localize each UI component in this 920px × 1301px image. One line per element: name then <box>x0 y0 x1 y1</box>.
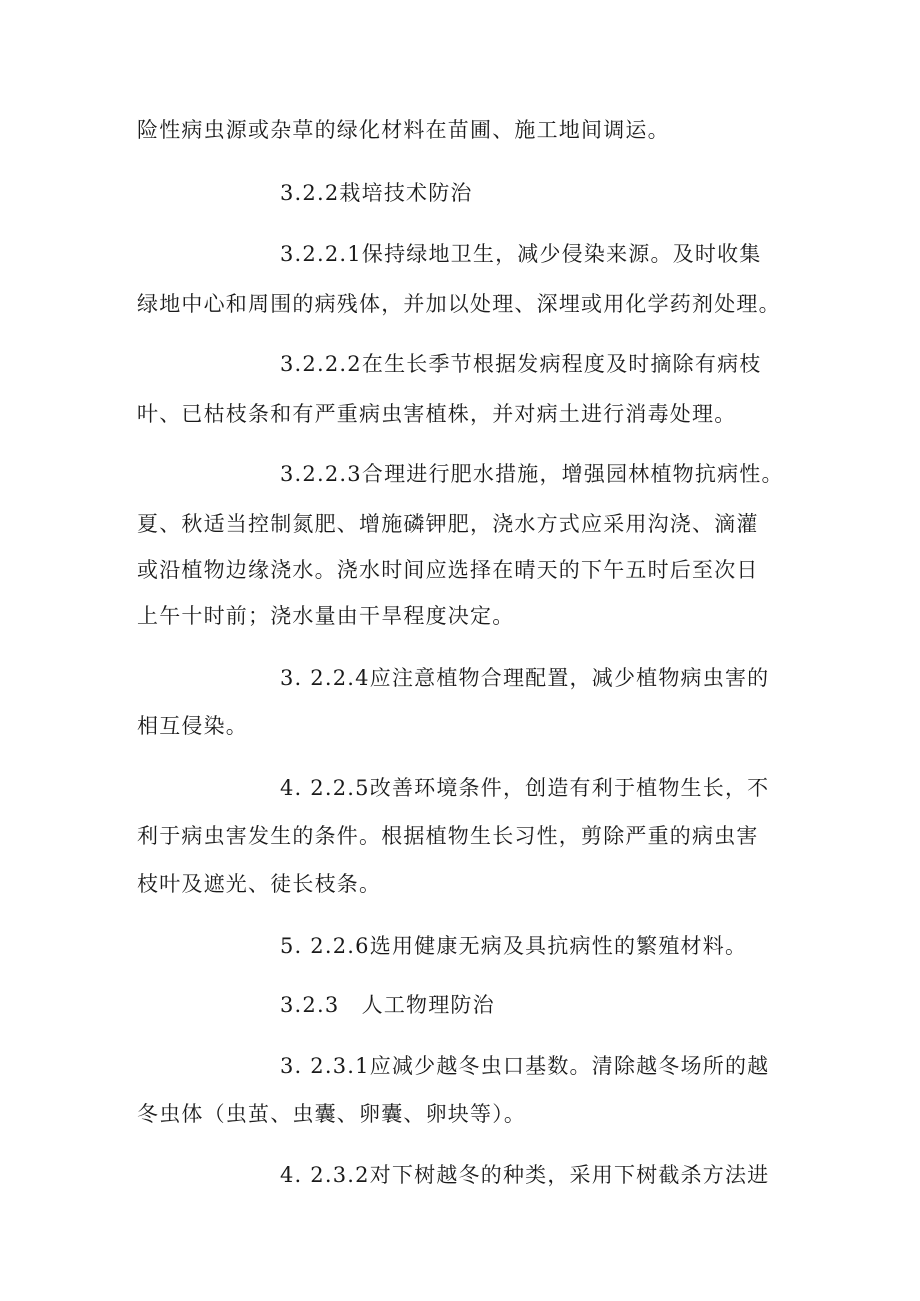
text-line-10: 上午十时前；浇水量由干旱程度决定。 <box>137 604 515 628</box>
text-line-13: 4. 2.2.5改善环境条件，创造有利于植物生长，不 <box>280 776 770 800</box>
text-line-19: 冬虫体（虫茧、虫囊、卵囊、卵块等）。 <box>137 1102 527 1126</box>
text-line-8: 夏、秋适当控制氮肥、增施磷钾肥，浇水方式应采用沟浇、滴灌 <box>137 512 759 536</box>
text-line-20: 4. 2.3.2对下树越冬的种类，采用下树截杀方法进 <box>280 1163 770 1187</box>
text-line-12: 相互侵染。 <box>137 714 248 738</box>
text-line-4: 绿地中心和周围的病残体，并加以处理、深埋或用化学药剂处理。 <box>137 292 781 316</box>
text-line-9: 或沿植物边缘浇水。浇水时间应选择在晴天的下午五时后至次日 <box>137 558 759 582</box>
text-line-16: 5. 2.2.6选用健康无病及具抗病性的繁殖材料。 <box>280 934 748 958</box>
text-line-6: 叶、已枯枝条和有严重病虫害植株，并对病土进行消毒处理。 <box>137 402 737 426</box>
text-line-1: 险性病虫源或杂草的绿化材料在苗圃、施工地间调运。 <box>137 118 670 142</box>
text-line-14: 利于病虫害发生的条件。根据植物生长习性，剪除严重的病虫害 <box>137 824 759 848</box>
text-line-7: 3.2.2.3合理进行肥水措施，增强园林植物抗病性。 <box>280 462 784 486</box>
text-line-5: 3.2.2.2在生长季节根据发病程度及时摘除有病枝 <box>280 352 762 376</box>
section-heading-3-2-3: 3.2.3 人工物理防治 <box>280 993 495 1017</box>
text-line-3: 3.2.2.1保持绿地卫生，减少侵染来源。及时收集 <box>280 242 762 266</box>
text-line-15: 枝叶及遮光、徒长枝条。 <box>137 872 382 896</box>
text-line-18: 3. 2.3.1应减少越冬虫口基数。清除越冬场所的越 <box>280 1054 770 1078</box>
text-line-11: 3. 2.2.4应注意植物合理配置，减少植物病虫害的 <box>280 666 770 690</box>
section-heading-3-2-2: 3.2.2栽培技术防治 <box>280 181 473 205</box>
